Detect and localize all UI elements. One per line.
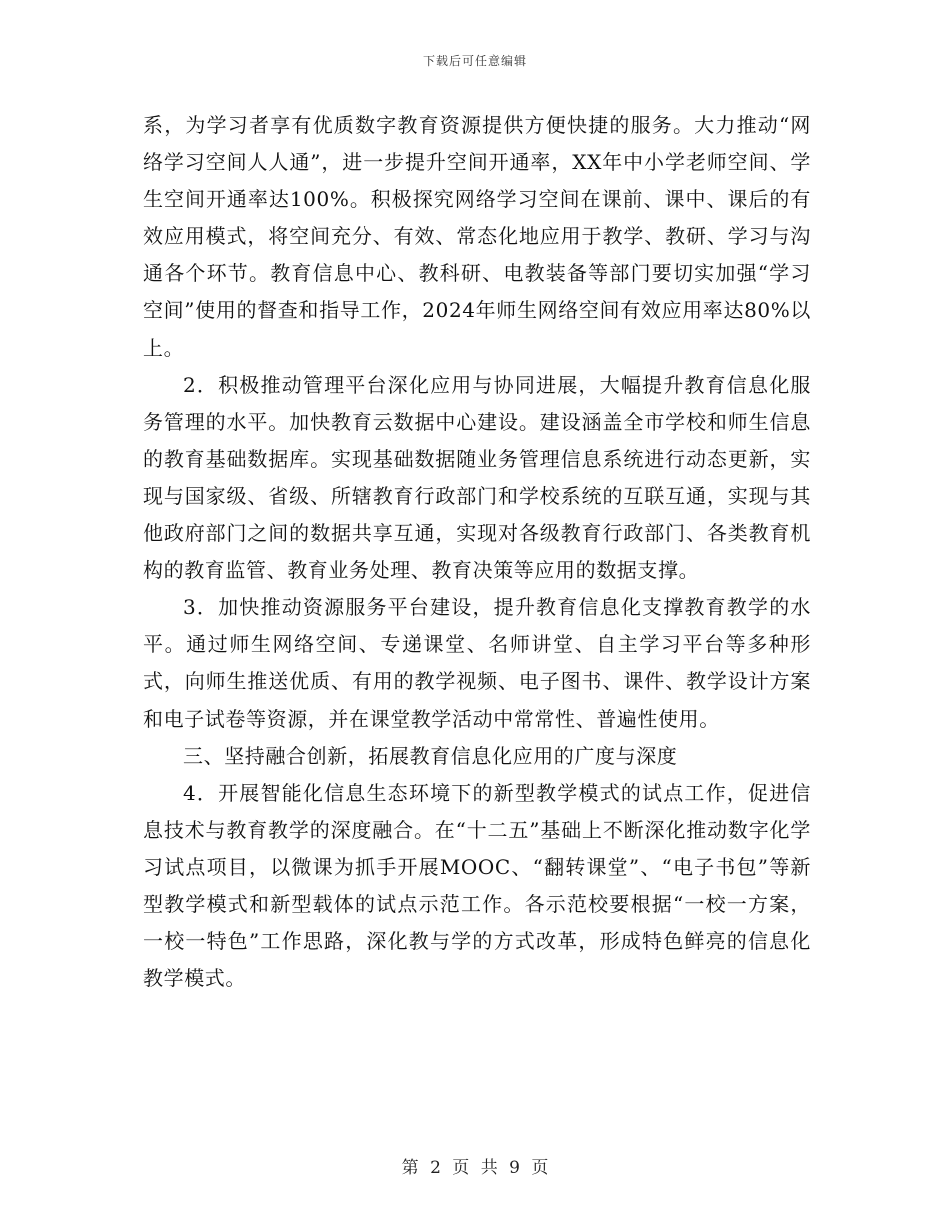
section-heading-3: 三、坚持融合创新，拓展教育信息化应用的广度与深度 [183,743,678,768]
page-number-footer: 第 2 页 共 9 页 [401,1158,549,1178]
paragraph-continuation: 系，为学习者享有优质数字教育资源提供方便快捷的服务。大力推动“网络学习空间人人通”，进一步提升空间开通率，XX年中小学老师空间、学生空间开通率达100%。积极探究网络学习空间在课前、课中、课后的有效应用模式，将空间充分、有效、常态化地应用于教学、教研、学习与沟通各个环节。教育信息中心、教科研、电教装备等部门要切实加强“学习空间”使用的督查和指导工作，2024年师生网络空间有效应用率达80%以上。 [143,113,811,360]
paragraph-item-3: 3．加快推动资源服务平台建设，提升教育信息化支撑教育教学的水平。通过师生网络空间、专递课堂、名师讲堂、自主学习平台等多种形式，向师生推送优质、有用的教学视频、电子图书、课件、教学设计方案和电子试卷等资源，并在课堂教学活动中常常性、普遍性使用。 [143,595,811,731]
document-body [143,107,811,997]
paragraph-item-2: 2．积极推动管理平台深化应用与协同进展，大幅提升教育信息化服务管理的水平。加快教育云数据中心建设。建设涵盖全市学校和师生信息的教育基础数据库。实现基础数据随业务管理信息系统进行动态更新，实现与国家级、省级、所辖教育行政部门和学校系统的互联互通，实现与其他政府部门之间的数据共享互通，实现对各级教育行政部门、各类教育机构的教育监管、教育业务处理、教育决策等应用的数据支撑。 [143,372,811,583]
page-header: 下载后可任意编辑 [422,54,527,68]
paragraph-item-4: 4．开展智能化信息生态环境下的新型教学模式的试点工作，促进信息技术与教育教学的深度融合。在“十二五”基础上不断深化推动数字化学习试点项目，以微课为抓手开展MOOC、“翻转课堂”、“电子书包”等新型教学模式和新型载体的试点示范工作。各示范校要根据“一校一方案，一校一特色”工作思路，深化教与学的方式改革，形成特色鲜亮的信息化教学模式。 [143,780,811,991]
